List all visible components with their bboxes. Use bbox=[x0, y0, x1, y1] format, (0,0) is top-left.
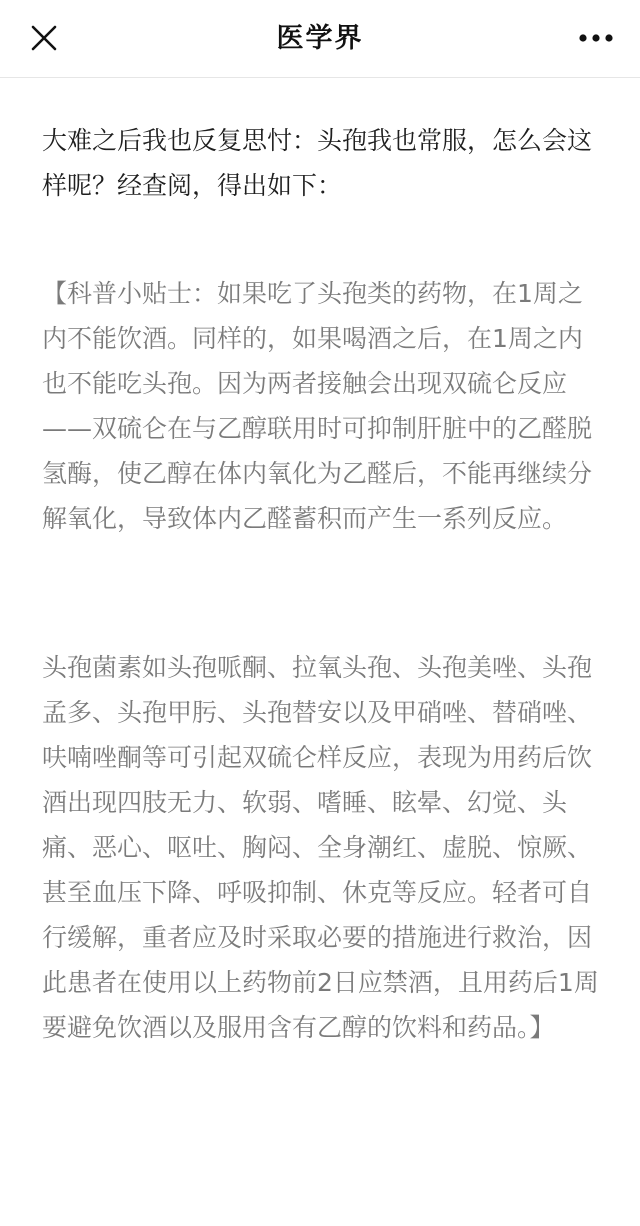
top-nav-bar bbox=[0, 0, 640, 78]
close-button[interactable] bbox=[20, 16, 68, 60]
intro-paragraph: 大难之后我也反复思忖：头孢我也常服，怎么会这样呢？经查阅，得出如下： bbox=[42, 126, 593, 200]
drugs-paragraph: 头孢菌素如头孢哌酮、拉氧头孢、头孢美唑、头孢孟多、头孢甲肟、头孢替安以及甲硝唑、替硝唑、呋喃唑酮等可引起双硫仑样反应，表现为用药后饮酒出现四肢无力、软弱、嗜睡、眩晕、幻觉、头痛、恶心、呕吐、胸闷、全身潮红、虚脱、惊厥、甚至血压下降、呼吸抑制、休克等反应。轻者可自行缓解，重者应及时采取必要的措施进行救治，因此患者在使用以上药物前2日应禁酒，且用药后1周要避免饮酒以及服用含有乙醇的饮料和药品。】 bbox=[42, 653, 599, 1042]
article-body bbox=[42, 118, 604, 1050]
close-icon bbox=[31, 25, 57, 51]
tip-paragraph: 【科普小贴士：如果吃了头孢类的药物，在1周之内不能饮酒。同样的，如果喝酒之后，在1周之内也不能吃头孢。因为两者接触会出现双硫仑反应——双硫仑在与乙醇联用时可抑制肝脏中的乙醛脱氢酶，使乙醇在体内氧化为乙醛后，不能再继续分解氧化，导致体内乙醛蓄积而产生一系列反应。 bbox=[42, 279, 593, 533]
page-title: 医学界 bbox=[276, 23, 364, 54]
more-dots-icon bbox=[578, 33, 614, 43]
more-options-button[interactable] bbox=[570, 16, 622, 60]
